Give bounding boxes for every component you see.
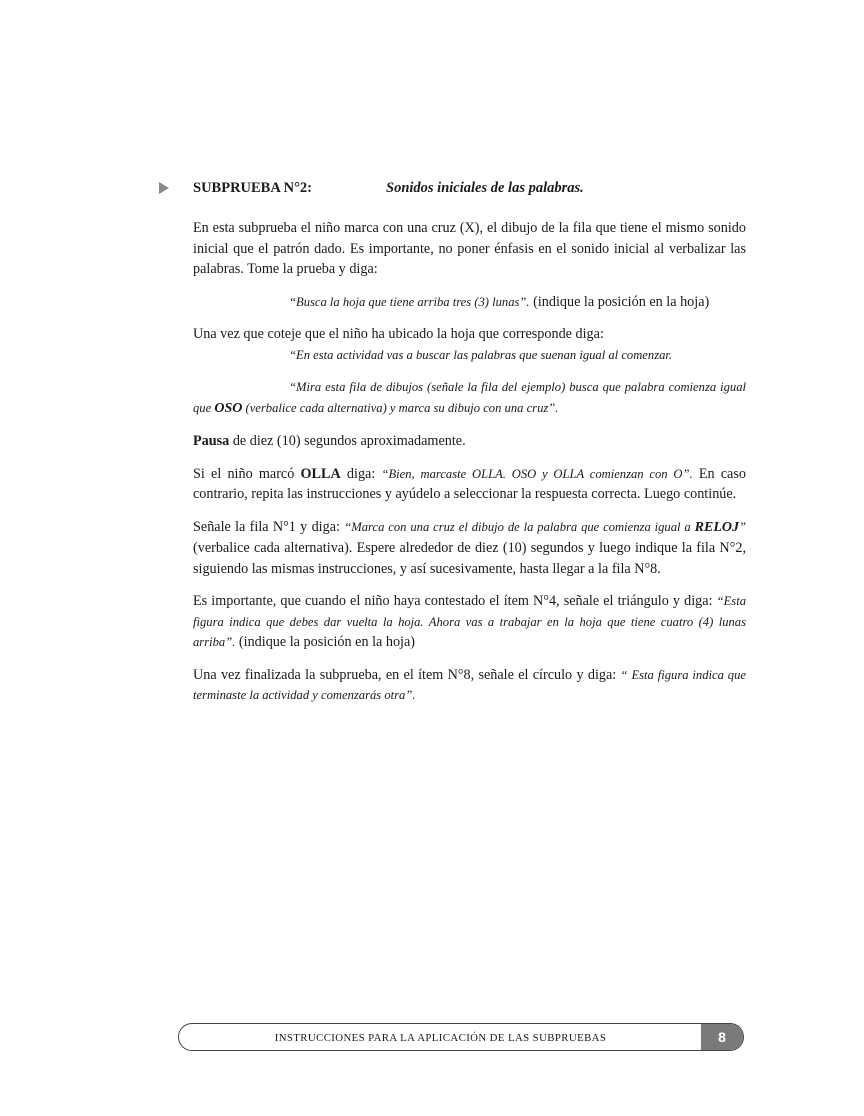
quote-reloj: “Marca con una cruz el dibujo de la palabra que comienza igual a bbox=[344, 519, 695, 534]
quote-find-sheet: “Busca la hoja que tiene arriba tres (3) lunas”. bbox=[289, 294, 530, 309]
paragraph-item-8 bbox=[193, 665, 746, 706]
olla-text-b: diga: bbox=[340, 465, 382, 482]
quote-activity: “En esta actividad vas a buscar las palabras que suenan igual al comenzar. bbox=[289, 347, 673, 362]
paragraph-item-4 bbox=[193, 591, 746, 653]
section-heading bbox=[193, 178, 584, 199]
row1-text-b: (verbalice cada alternativa). Espere alrededor de diez (10) segundos y luego indique la fila N°2, siguiendo las mismas instrucciones, y así sucesivamente, hasta llegar a la fila N°8. bbox=[193, 540, 746, 577]
paragraph-activity-quote bbox=[193, 345, 746, 366]
paragraph-olla bbox=[193, 464, 746, 505]
pause-text: de diez (10) segundos aproximadamente. bbox=[229, 433, 466, 449]
quote-olla: “Bien, marcaste OLLA. OSO y OLLA comienzan con O”. bbox=[381, 466, 693, 481]
body-text bbox=[193, 218, 746, 718]
footer-title: INSTRUCCIONES PARA LA APLICACIÓN DE LAS SUBPRUEBAS bbox=[274, 1032, 607, 1044]
pause-label: Pausa bbox=[193, 433, 230, 449]
triangle-bullet-icon bbox=[159, 182, 169, 194]
paragraph-intro: En esta subprueba el niño marca con una cruz (X), el dibujo de la fila que tiene el mismo sonido inicial que el patrón dado. Es importante, no poner énfasis en el sonido inicial al verbalizar las palabras. Tome la prueba y diga: bbox=[193, 220, 746, 277]
quote-example-b: (verbalice cada alternativa) y marca su dibujo con una cruz”. bbox=[242, 400, 559, 415]
page-footer bbox=[178, 1023, 744, 1051]
paragraph-pause bbox=[193, 431, 746, 452]
paragraph-verify: Una vez que coteje que el niño ha ubicado la hoja que corresponde diga: bbox=[193, 326, 604, 342]
row1-text-a: Señale la fila N°1 y diga: bbox=[193, 518, 345, 535]
item8-text-a: Una vez finalizada la subprueba, en el ítem N°8, señale el círculo y diga: bbox=[193, 666, 621, 683]
olla-text-c: En caso contrario, repita las instrucciones y ayúdelo a seleccionar la respuesta correcta. Luego continúe. bbox=[193, 465, 746, 502]
paragraph-example-row bbox=[193, 377, 746, 419]
quote-turn-page: “Esta figura indica que debes dar vuelta la hoja. Ahora vas a trabajar en la hoja que tiene cuatro (4) lunas arriba”. bbox=[193, 594, 746, 649]
quote-reloj-end: ” bbox=[738, 519, 746, 534]
section-title: Sonidos iniciales de las palabras. bbox=[386, 180, 584, 196]
quote-example-a: “Mira esta fila de dibujos (señale la fila del ejemplo) busca que palabra comienza igual que bbox=[193, 380, 746, 415]
item4-text-b: (indique la posición en la hoja) bbox=[235, 634, 416, 650]
paragraph-row-1 bbox=[193, 517, 746, 580]
olla-word: OLLA bbox=[300, 465, 341, 482]
page-number: 8 bbox=[701, 1024, 743, 1050]
quote-finish: “ Esta figura indica que terminaste la actividad y comenzarás otra”. bbox=[193, 667, 746, 702]
example-word: OSO bbox=[214, 400, 243, 416]
olla-text-a: Si el niño marcó bbox=[193, 465, 301, 482]
section-label: SUBPRUEBA N°2: bbox=[193, 180, 312, 196]
note-indicate-position: (indique la posición en la hoja) bbox=[529, 293, 710, 310]
reloj-word: RELOJ bbox=[694, 519, 739, 535]
item4-text-a: Es importante, que cuando el niño haya contestado el ítem N°4, señale el triángulo y diga: bbox=[193, 593, 717, 609]
paragraph-instruction-find-sheet bbox=[193, 292, 746, 313]
